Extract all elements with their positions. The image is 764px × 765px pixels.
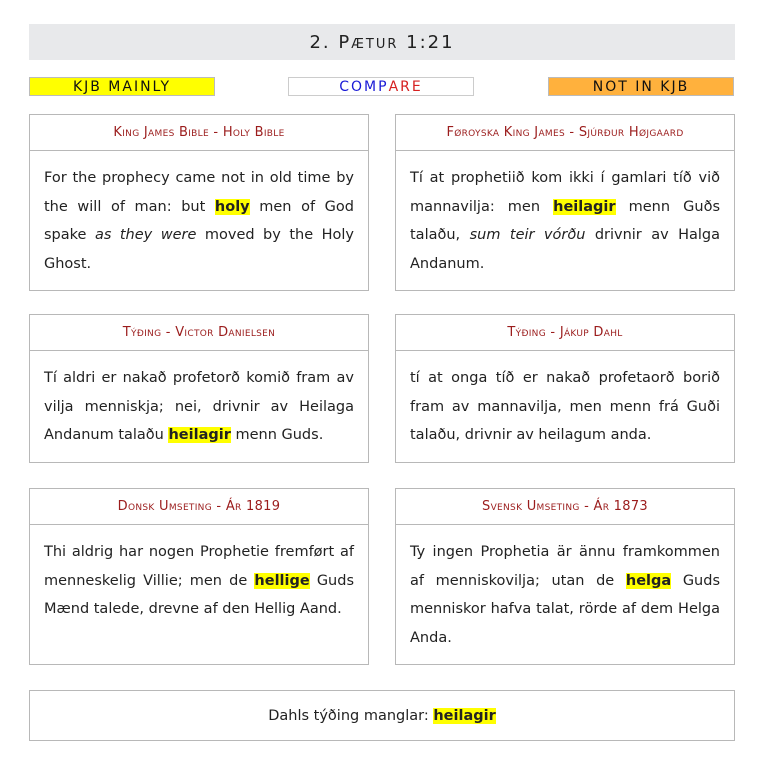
card-text — [396, 525, 734, 660]
card-text: tí at onga tíð er nakað profetaorð borið fram av mannavilja, men menn frá Guði talaðu, drivnir av heilagum anda. — [410, 370, 720, 443]
text-part: Guds Mænd talede, drevne af den Hellig Aand. — [44, 572, 355, 617]
card-dahl — [395, 314, 735, 463]
card-faroese-kjb — [395, 114, 735, 291]
kjb-mainly-button[interactable] — [29, 77, 215, 96]
text-part: moved by the Holy Ghost. — [44, 227, 354, 272]
italic-text: sum teir vórðu — [469, 227, 586, 243]
card-title: Føroyska King James - Sjúrður Højgaard — [396, 115, 734, 151]
text-part: Thi aldrig har nogen Prophetie fremført af menneskelig Villie; men de — [44, 544, 354, 589]
text-part: Ty ingen Prophetia är ännu framkommen af menniskovilja; utan de — [410, 544, 720, 589]
card-danielsen — [29, 314, 369, 463]
verse-number: 2. — [309, 31, 331, 53]
text-part: Tí aldri er nakað profetorð komið fram av vilja menniskja; nei, drivnir av Heilaga Andanum talaðu — [44, 370, 354, 443]
highlight-word: helga — [625, 572, 672, 589]
card-text — [30, 525, 368, 632]
highlight-word: heilagir — [553, 198, 616, 215]
card-title: Týðing - Jákup Dahl — [396, 315, 734, 351]
card-title: Donsk Umseting - Ár 1819 — [30, 489, 368, 525]
card-text — [30, 351, 368, 458]
compare-label-b: ARE — [388, 78, 423, 95]
highlight-word: holy — [214, 198, 250, 215]
verse-title — [29, 24, 735, 60]
card-text — [396, 151, 734, 286]
card-title: Týðing - Victor Danielsen — [30, 315, 368, 351]
missing-note — [29, 690, 735, 741]
text-part: men of God spake — [44, 198, 354, 243]
missing-note-label: Dahls týðing manglar: — [268, 707, 434, 724]
verse-book: Pætur — [338, 31, 399, 53]
card-kjb — [29, 114, 369, 291]
text-part: Guds menniskor hafva talat, rörde af dem Helga Anda. — [410, 572, 721, 646]
text-part: Tí at prophetiið kom ikki í gamlari tíð við mannavilja: men — [410, 170, 720, 215]
card-swedish — [395, 488, 735, 665]
verse-ref: 1:21 — [406, 31, 455, 53]
card-title: King James Bible - Holy Bible — [30, 115, 368, 151]
not-in-kjb-button[interactable] — [548, 77, 734, 96]
card-text — [30, 151, 368, 286]
italic-text: as they were — [94, 227, 197, 243]
highlight-word: hellige — [254, 572, 310, 589]
compare-button[interactable] — [288, 77, 474, 96]
missing-word: heilagir — [433, 707, 496, 724]
card-danish — [29, 488, 369, 665]
card-title: Svensk Umseting - Ár 1873 — [396, 489, 734, 525]
kjb-mainly-label: KJB MAINLY — [72, 78, 172, 95]
highlight-word: heilagir — [168, 427, 231, 443]
text-part: For the prophecy came not in old time by the will of man: but — [44, 170, 354, 215]
text-part: drivnir av Halga Andanum. — [410, 227, 720, 272]
not-in-kjb-label: NOT IN KJB — [592, 78, 690, 95]
text-part: menn Guds. — [230, 427, 324, 443]
text-part: menn Guðs talaðu, — [410, 198, 720, 243]
compare-label-a: COMP — [339, 78, 389, 95]
